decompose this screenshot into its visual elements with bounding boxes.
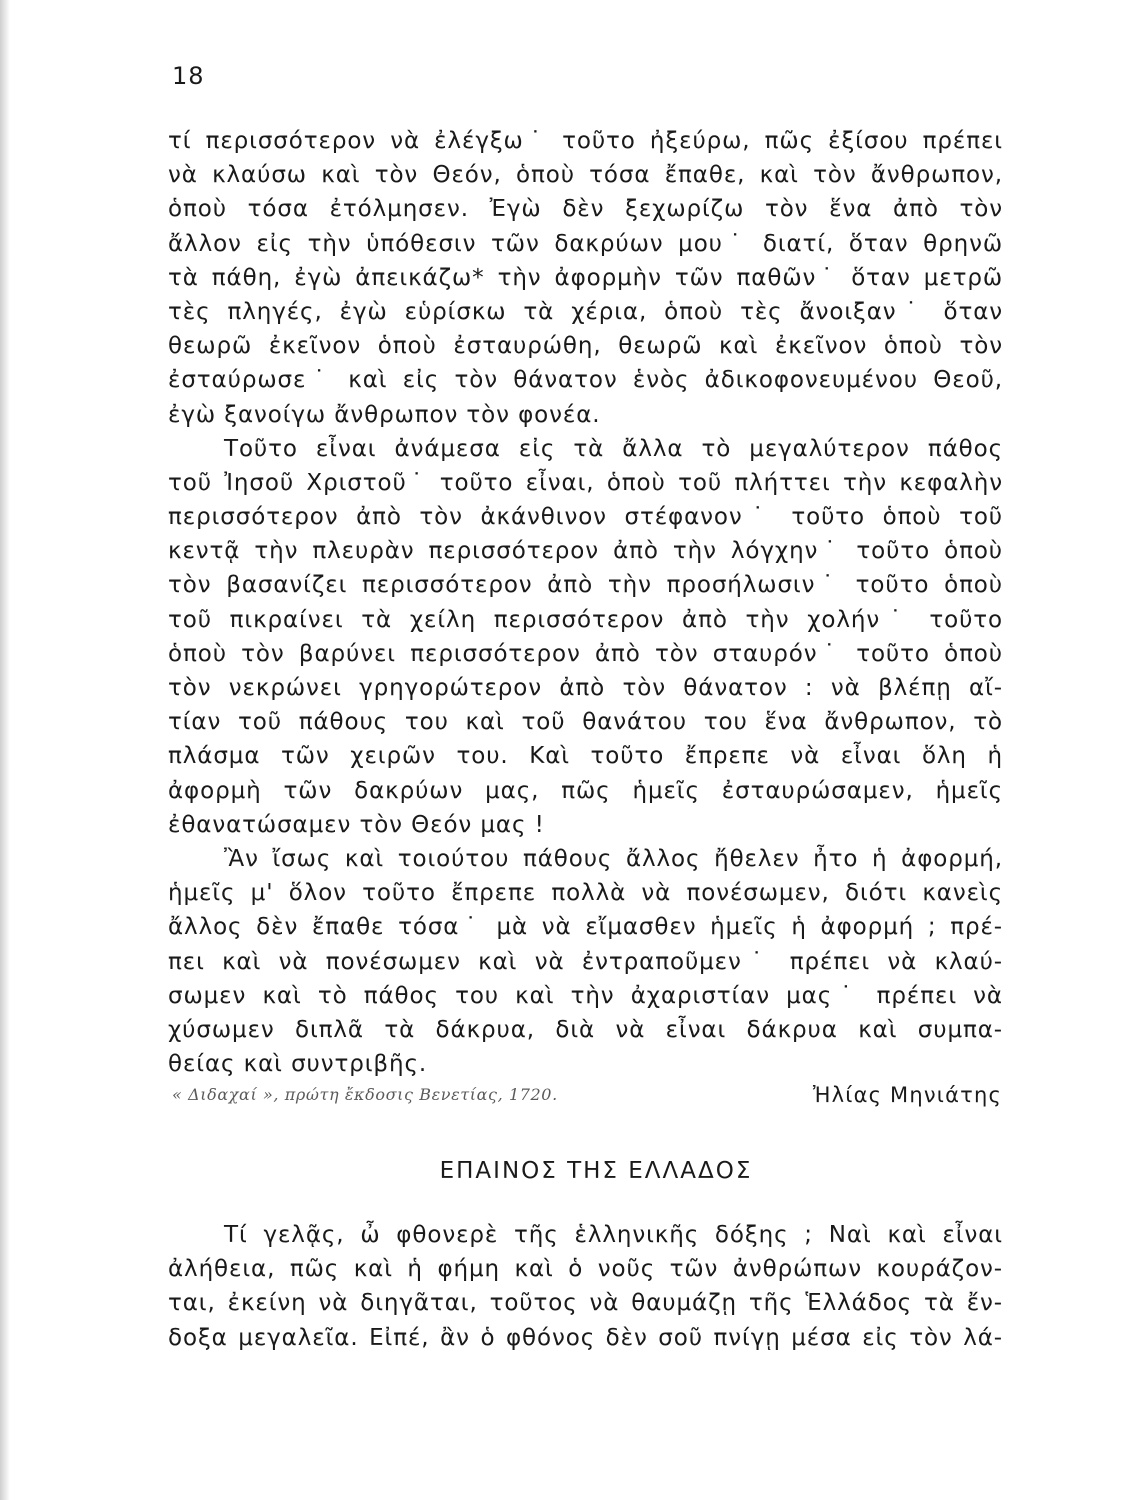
text-line: νὰ κλαύσω καὶ τὸν Θεόν, ὁποὺ τόσα ἔπαθε, καὶ τὸν ἄνθρωπον, — [168, 162, 1003, 189]
text-line: θείας καὶ συντριβῆς. — [168, 1051, 428, 1078]
text-line: ἐσταύρωσε˙ καὶ εἰς τὸν θάνατον ἑνὸς ἀδικοφονευμένου Θεοῦ, — [168, 367, 1003, 394]
sermon-text — [168, 124, 1003, 1081]
text-line: τοῦ Ἰησοῦ Χριστοῦ˙ τοῦτο εἶναι, ὁποὺ τοῦ πλήττει τὴν κεφαλὴν — [168, 469, 1003, 496]
text-line: ἄλλος δὲν ἔπαθε τόσα˙ μὰ νὰ εἴμασθεν ἡμεῖς ἡ ἀφορμή ; πρέ- — [168, 914, 1003, 941]
text-line: ἐθανατώσαμεν τὸν Θεόν μας ! — [168, 811, 545, 838]
text-line: ἡμεῖς μ' ὅλον τοῦτο ἔπρεπε πολλὰ νὰ πονέσωμεν, διότι κανεὶς — [168, 880, 1003, 907]
text-line: κεντᾷ τὴν πλευρὰν περισσότερον ἀπὸ τὴν λόγχην˙ τοῦτο ὁποὺ — [168, 538, 1003, 565]
text-line: σωμεν καὶ τὸ πάθος του καὶ τὴν ἀχαριστίαν μας˙ πρέπει νὰ — [168, 982, 1003, 1009]
text-line: ἀφορμὴ τῶν δακρύων μας, πῶς ἡμεῖς ἐσταυρώσαμεν, ἡμεῖς — [168, 777, 1003, 804]
text-line: Τοῦτο εἶναι ἀνάμεσα εἰς τὰ ἄλλα τὸ μεγαλύτερον πάθος — [224, 435, 1003, 462]
text-line: τὸν βασανίζει περισσότερον ἀπὸ τὴν προσήλωσιν˙ τοῦτο ὁποὺ — [168, 572, 1003, 599]
text-line: ὁποὺ τὸν βαρύνει περισσότερον ἀπὸ τὸν σταυρόν˙ τοῦτο ὁποὺ — [168, 640, 1003, 667]
author-name: Ἠλίας Μηνιάτης — [812, 1083, 1002, 1107]
text-line: ἐγὼ ξανοίγω ἄνθρωπον τὸν φονέα. — [168, 401, 601, 428]
text-line: πει καὶ νὰ πονέσωμεν καὶ νὰ ἐντραποῦμεν˙ πρέπει νὰ κλαύ- — [168, 948, 1003, 975]
source-note: « Διδαχαί », πρώτη ἔκδοσις Βενετίας, 1720. — [172, 1085, 558, 1104]
text-line: ἀλήθεια, πῶς καὶ ἡ φήμη καὶ ὁ νοῦς τῶν ἀνθρώπων κουράζον- — [168, 1256, 1003, 1283]
text-line: τοῦ πικραίνει τὰ χείλη περισσότερον ἀπὸ τὴν χολήν˙ τοῦτο — [168, 606, 1003, 633]
text-line: τίαν τοῦ πάθους του καὶ τοῦ θανάτου του ἕνα ἄνθρωπον, τὸ — [168, 709, 1003, 736]
text-line: Τί γελᾷς, ὦ φθονερὲ τῆς ἑλληνικῆς δόξης ; Ναὶ καὶ εἶναι — [224, 1222, 1003, 1248]
text-line: τὸν νεκρώνει γρηγορώτερον ἀπὸ τὸν θάνατον : νὰ βλέπῃ αἴ- — [168, 675, 1003, 701]
text-line: τὲς πληγές, ἐγὼ εὑρίσκω τὰ χέρια, ὁποὺ τὲς ἄνοιξαν˙ ὅταν — [168, 298, 1003, 325]
text-line: θεωρῶ ἐκεῖνον ὁποὺ ἐσταυρώθη, θεωρῶ καὶ ἐκεῖνον ὁποὺ τὸν — [168, 333, 1003, 360]
text-line: ἄλλον εἰς τὴν ὑπόθεσιν τῶν δακρύων μου˙ διατί, ὅταν θρηνῶ — [168, 230, 1003, 257]
attribution-row — [172, 1083, 1002, 1113]
text-line: χύσωμεν διπλᾶ τὰ δάκρυα, διὰ νὰ εἶναι δάκρυα καὶ συμπα- — [168, 1016, 1003, 1043]
text-line: δοξα μεγαλεῖα. Εἰπέ, ἂν ὁ φθόνος δὲν σοῦ πνίγῃ μέσα εἰς τὸν λά- — [168, 1324, 1003, 1351]
text-line: πλάσμα τῶν χειρῶν του. Καὶ τοῦτο ἔπρεπε νὰ εἶναι ὅλη ἡ — [168, 743, 1003, 770]
text-line: ται, ἐκείνη νὰ διηγᾶται, τοῦτος νὰ θαυμάζῃ τῆς Ἑλλάδος τὰ ἔν- — [168, 1290, 1003, 1317]
text-line: ὁποὺ τόσα ἐτόλμησεν. Ἐγὼ δὲν ξεχωρίζω τὸν ἕνα ἀπὸ τὸν — [168, 196, 1003, 223]
text-line: περισσότερον ἀπὸ τὸν ἀκάνθινον στέφανον˙ τοῦτο ὁποὺ τοῦ — [168, 504, 1003, 531]
text-line: τὰ πάθη, ἐγὼ ἀπεικάζω* τὴν ἀφορμὴν τῶν παθῶν˙ ὅταν μετρῶ — [168, 264, 1003, 291]
section-title: ΕΠΑΙΝΟΣ ΤΗΣ ΕΛΛΑΔΟΣ — [439, 1158, 753, 1184]
text-line: τί περισσότερον νὰ ἐλέγξω˙ τοῦτο ἠξεύρω, πῶς ἐξίσου πρέπει — [168, 128, 1003, 154]
praise-text — [168, 1218, 1003, 1355]
page-spine-shadow — [0, 0, 10, 1500]
page-number: 18 — [172, 62, 205, 90]
text-line: Ἂν ἴσως καὶ τοιούτου πάθους ἄλλος ἤθελεν ἦτο ἡ ἀφορμή, — [224, 845, 1003, 872]
